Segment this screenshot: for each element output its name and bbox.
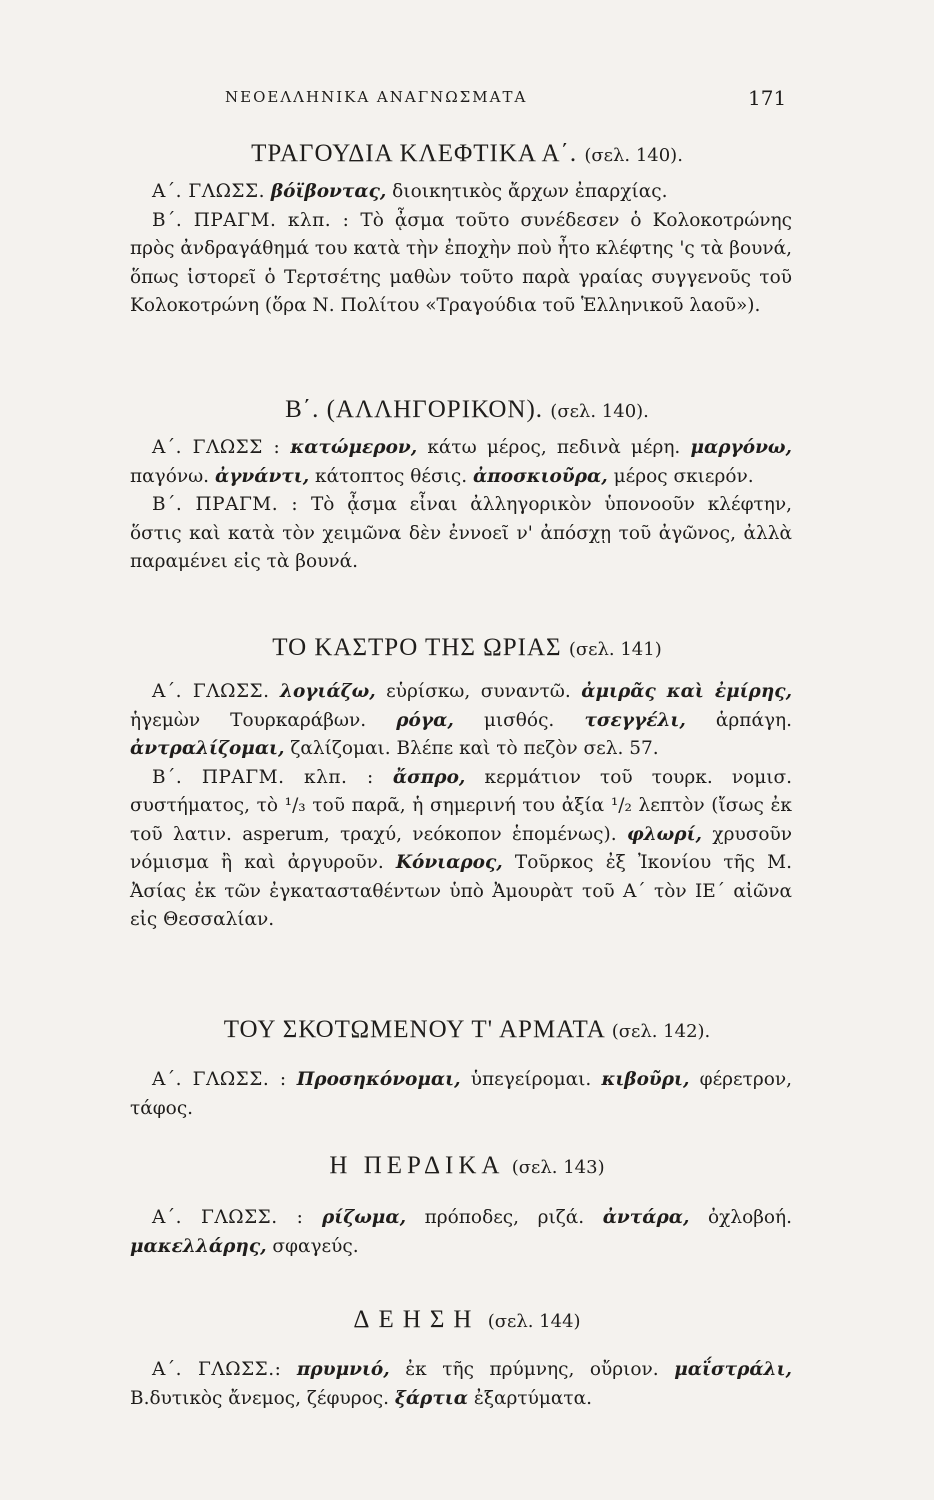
note-label: Β΄. ΠΡΑΓΜ. : <box>152 494 299 515</box>
notes-slain-arms <box>130 1066 792 1123</box>
page-ref: (σελ. 144) <box>487 1311 581 1332</box>
lemma: ἀντάρα, <box>602 1207 690 1228</box>
note-text: Τὸ ᾆσμα εἶναι ἀλληγορικὸν ὑπονοοῦν κλέφτην, ὅστις καὶ κατὰ τὸν χειμῶνα δὲν ἐννοεῖ ν' ἀπόσχῃ τοῦ ἀγῶνος, ἀλλὰ παραμένει εἰς τὰ βουνά. <box>130 494 792 572</box>
gloss: κάτοπτος θέσις. <box>315 465 468 487</box>
gloss: διοικητικὸς ἄρχων ἐπαρχίας. <box>392 181 668 202</box>
lemma: μαργόνω, <box>690 437 792 458</box>
gloss: ζαλίζομαι. Βλέπε καὶ τὸ πεζὸν σελ. 57. <box>290 738 659 759</box>
glossary-note <box>130 1356 792 1413</box>
heading-text: ΤΡΑΓΟΥΔΙΑ ΚΛΕΦΤΙΚΑ Α΄. <box>251 140 578 167</box>
glossary-note <box>130 178 792 207</box>
page-ref: (σελ. 141) <box>568 639 662 660</box>
section-heading-klephtic-songs <box>0 140 934 168</box>
notes-klephtic-songs <box>130 178 792 321</box>
page-ref: (σελ. 142). <box>611 1021 711 1042</box>
page-ref: (σελ. 140). <box>550 401 649 422</box>
gloss: ὑπεγείρομαι. <box>470 1069 592 1090</box>
lemma: πρυμνιό, <box>296 1359 390 1380</box>
lemma: μαΐστράλι, <box>674 1359 792 1380</box>
notes-allegorical <box>130 434 792 577</box>
note-text: Τὸ ᾆσμα τοῦτο συνέδεσεν ὁ Κολοκοτρώνης πρὸς ἀνδραγάθημά του κατὰ τὴν ἐποχὴν ποὺ ἦτο κλέφτης 'ς τὰ βουνά, ὅπως ἱστορεῖ ὁ Τερτσέτης μαθὼν τοῦτο παρὰ γραίας συγγενοῦς τοῦ Κολοκοτρώνη (ὅρα Ν. Πολίτου «Τραγούδια τοῦ Ἑλληνικοῦ λαοῦ»). <box>130 209 792 316</box>
page-ref: (σελ. 143) <box>511 1157 605 1178</box>
lemma: Προσηκόνομαι, <box>296 1069 461 1090</box>
notes-castle <box>130 678 792 935</box>
gloss: Β.δυτικὸς ἄνεμος, ζέφυρος. <box>130 1387 389 1409</box>
gloss: ἡγεμὼν Τουρκαράβων. <box>130 709 367 731</box>
lemma: λογιάζω, <box>279 681 376 702</box>
lemma: τσεγγέλι, <box>584 709 686 731</box>
lemma: κατώμερον, <box>290 437 418 458</box>
page-number: 171 <box>748 86 787 110</box>
gloss: μισθός. <box>483 709 555 731</box>
lemma: ρίζωμα, <box>321 1207 407 1228</box>
lemma: ρόγα, <box>396 709 454 731</box>
gloss: κάτω μέρος, πεδινὰ μέρη. <box>427 437 681 458</box>
glossary-note <box>130 1204 792 1261</box>
notes-partridge <box>130 1204 792 1261</box>
gloss: ἁρπάγη. <box>715 709 792 731</box>
note-label: Α΄. ΓΛΩΣΣ.: <box>152 1359 282 1380</box>
section-heading-castle <box>0 634 934 662</box>
lemma: ἀμιρᾶς καὶ ἐμίρης, <box>581 681 793 702</box>
lemma: ἀντραλίζομαι, <box>130 738 285 759</box>
lemma: ἄσπρο, <box>392 766 466 788</box>
lemma: φλωρί, <box>626 823 702 845</box>
section-heading-partridge <box>0 1152 934 1180</box>
gloss: παγόνω. <box>130 465 210 487</box>
heading-text: Η ΠΕΡΔΙΚΑ <box>329 1152 505 1179</box>
section-heading-slain-arms <box>0 1016 934 1044</box>
note-label: Α΄. ΓΛΩΣΣ : <box>152 437 281 458</box>
gloss: ὀχλοβοή. <box>708 1207 793 1228</box>
gloss: μέρος σκιερόν. <box>613 465 754 487</box>
historical-note <box>130 207 792 321</box>
page-ref: (σελ. 140). <box>584 145 683 166</box>
note-label: Β΄. ΠΡΑΓΜ. κλπ. : <box>152 766 374 788</box>
lemma: βόϊβοντας, <box>270 181 387 202</box>
gloss: κερμάτιον τοῦ τουρκ. νομισ. συστήματος, τὸ ¹/₃ τοῦ παρᾶ, ἡ σημερινή του ἀξία ¹/₂ λεπτὸν (ἴσως ἐκ τοῦ λατιν. asperum, τραχύ, νεόκοπον ἑπομένως). <box>130 766 793 845</box>
lemma: ἀγνάντι, <box>214 465 310 487</box>
heading-text: ΔΕΗΣΗ <box>353 1306 481 1333</box>
gloss: πρόποδες, ριζά. <box>424 1207 585 1228</box>
lemma: ἀποσκιοῦρα, <box>472 465 608 487</box>
note-label: Β΄. ΠΡΑΓΜ. κλπ. : <box>152 209 350 231</box>
historical-note <box>130 764 792 935</box>
notes-prayer <box>130 1356 792 1413</box>
lemma: ξάρτια <box>394 1387 468 1409</box>
gloss: χρυσοῦν νόμισμα ἢ καὶ ἀργυροῦν. <box>130 823 792 873</box>
gloss: εὑρίσκω, συναντῶ. <box>386 681 571 702</box>
section-heading-allegorical <box>0 396 934 424</box>
running-head <box>0 88 934 118</box>
lemma: Κόνιαρος, <box>395 852 503 873</box>
note-label: Α΄. ΓΛΩΣΣ. <box>152 681 270 702</box>
note-label: Α΄. ΓΛΩΣΣ. : <box>152 1069 287 1090</box>
gloss: Τοῦρκος ἐξ Ἰκονίου τῆς Μ. Ἀσίας ἐκ τῶν ἐγκατασταθέντων ὑπὸ Ἀμουρὰτ τοῦ Α΄ τὸν ΙΕ΄ αἰῶνα εἰς Θεσσαλίαν. <box>130 852 793 930</box>
glossary-note <box>130 434 792 491</box>
gloss: σφαγεύς. <box>272 1235 359 1257</box>
lemma: κιβοῦρι, <box>601 1069 690 1090</box>
glossary-note <box>130 1066 792 1123</box>
heading-text: Β΄. (ΑΛΛΗΓΟΡΙΚΟΝ). <box>285 396 544 423</box>
historical-note <box>130 491 792 577</box>
gloss: ἐκ τῆς πρύμνης, οὔριον. <box>405 1359 659 1380</box>
running-title: ΝΕΟΕΛΛΗΝΙΚΑ ΑΝΑΓΝΩΣΜΑΤΑ <box>225 88 528 106</box>
gloss: ἐξαρτύματα. <box>473 1387 592 1409</box>
lemma: μακελλάρης, <box>130 1235 267 1257</box>
section-heading-prayer <box>0 1306 934 1334</box>
heading-text: ΤΟΥ ΣΚΟΤΩΜΕΝΟΥ Τ' ΑΡΜΑΤΑ <box>223 1016 605 1043</box>
heading-text: ΤΟ ΚΑΣΤΡΟ ΤΗΣ ΩΡΙΑΣ <box>272 634 562 661</box>
gloss: φέρετρον, τάφος. <box>130 1069 792 1119</box>
note-label: Α΄. ΓΛΩΣΣ. <box>152 181 265 202</box>
glossary-note <box>130 678 792 764</box>
note-label: Α΄. ΓΛΩΣΣ. : <box>152 1207 304 1228</box>
